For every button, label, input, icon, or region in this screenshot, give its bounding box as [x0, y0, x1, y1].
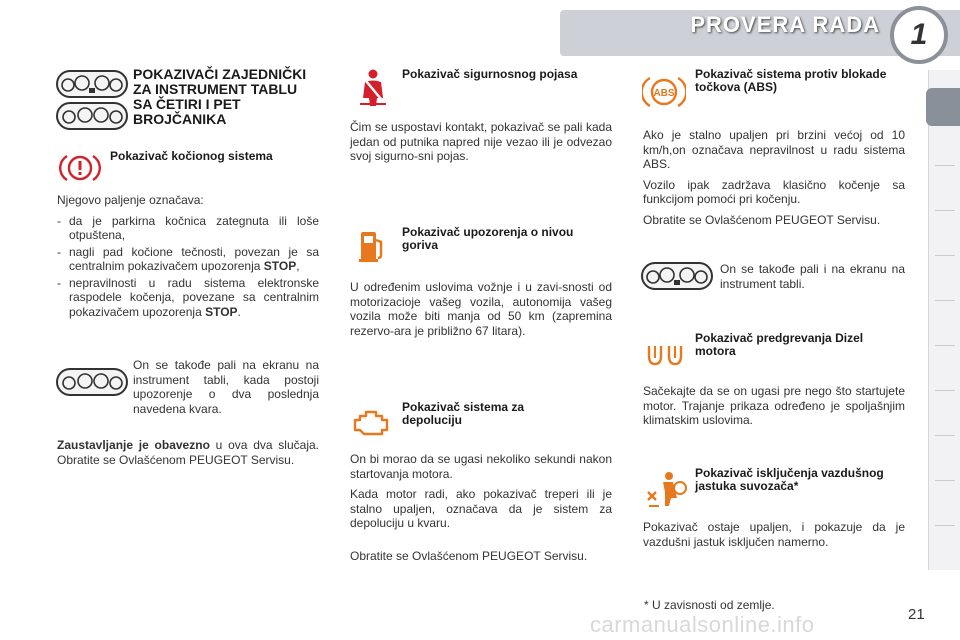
- page-title: PROVERA RADA: [690, 12, 880, 37]
- list-item: - da je parkirna kočnica zategnuta ili loše otpuštena,: [57, 214, 319, 243]
- list-item: - nepravilnosti u radu sistema elektronske raspodele kočenja, povezane sa centralnim pokazivačem upozorenja STOP.: [57, 276, 319, 320]
- airbag-text: Pokazivač ostaje upaljen, i pokazuje da je vazdušni jastuk isključen namerno.: [643, 520, 905, 549]
- abs-text-2: Vozilo ipak zadržava klasično kočenje sa funkcijom pomoći pri kočenju.: [643, 177, 905, 206]
- intro-heading: POKAZIVAČI ZAJEDNIČKI ZA INSTRUMENT TABLU SA ČETIRI I PET BROJČANIKA: [133, 66, 307, 127]
- glow-plug-icon: [643, 340, 687, 370]
- abs-also: On se takođe pali i na ekranu na instrument tabli.: [720, 262, 905, 291]
- abs-icon-label: ABS: [653, 88, 675, 99]
- five-dial-cluster-icon: [56, 70, 128, 98]
- footnote: * U zavisnosti od zemlje.: [644, 598, 775, 612]
- chapter-number: 1: [910, 18, 928, 51]
- engine-emission-icon: [352, 406, 392, 440]
- brake-also: On se takođe pali na ekranu na instrument tabli, kada postoji upozorenje o dva poslednja navedena kvara.: [133, 358, 319, 416]
- brake-intro: Njegovo paljenje označava:: [57, 193, 204, 207]
- watermark: carmanualsonline.info: [590, 612, 815, 637]
- emission-body: [350, 452, 612, 569]
- four-dial-cluster-icon: [56, 368, 128, 396]
- brake-heading: Pokazivač kočionog sistema: [110, 149, 273, 163]
- page-number: 21: [908, 606, 925, 623]
- abs-text-1: Ako je stalno upaljen pri brzini većoj od 10 km/h,on označava nepravilnost u radu sistema ABS.: [643, 128, 905, 171]
- four-dial-cluster-icon: [56, 102, 128, 130]
- preheat-heading: Pokazivač predgrevanja Dizel motora: [695, 331, 864, 358]
- emission-text-3: Obratite se Ovlašćenom PEUGEOT Servisu.: [350, 548, 588, 563]
- brake-list: [57, 214, 319, 320]
- abs-body: [643, 128, 905, 233]
- list-item: - nagli pad kočione tečnosti, povezan je sa centralnim pokazivačem upozorenja STOP,: [57, 245, 319, 274]
- abs-heading: Pokazivač sistema protiv blokade točkova (ABS): [695, 67, 887, 94]
- five-dial-cluster-icon: [641, 262, 713, 290]
- abs-text-3: Obratite se Ovlašćenom PEUGEOT Servisu.: [643, 212, 881, 227]
- seatbelt-text: Čim se uspostavi kontakt, pokazivač se pali kada jedan od putnika napred nije vezao ili je odvezao svoj sigurno-sni pojas.: [350, 120, 612, 163]
- fuel-heading: Pokazivač upozorenja o nivou goriva: [402, 225, 574, 252]
- abs-warning-icon: [642, 72, 686, 112]
- chapter-badge: [890, 6, 948, 64]
- emission-heading: Pokazivač sistema za depoluciju: [402, 400, 525, 427]
- fuel-pump-icon: [357, 228, 387, 264]
- seatbelt-heading: Pokazivač sigurnosnog pojasa: [402, 67, 578, 81]
- chapter-tab-active[interactable]: [926, 88, 960, 126]
- brake-warning-icon: [58, 152, 102, 184]
- seatbelt-warning-icon: [356, 68, 390, 108]
- preheat-text: Sačekajte da se on ugasi pre nego što startujete motor. Trajanje prikaza određeno je spoljašnjim klimatskim uslovima.: [643, 384, 905, 427]
- chapter-tab-strip: [928, 70, 960, 570]
- brake-stop-note: Zaustavljanje je obavezno u ova dva slučaja. Obratite se Ovlašćenom PEUGEOT Servisu.: [57, 438, 319, 467]
- airbag-off-icon: [645, 470, 689, 510]
- fuel-text: U određenim uslovima vožnje i u zavi-snosti od motorizacioje vašeg vozila, autonomija vašeg vozila može biti manja od 50 km (zapremina rezervo-ara je približno 67 litara).: [350, 280, 612, 338]
- emission-text-1: On bi morao da se ugasi nekoliko sekundi nakon startovanja motora.: [350, 452, 612, 481]
- brake-body: [57, 193, 319, 321]
- emission-text-2: Kada motor radi, ako pokazivač treperi ili je stalno upaljen, označava da je sistem za depoluciju u kvaru.: [350, 487, 612, 530]
- airbag-heading: Pokazivač isključenja vazdušnog jastuka suvozača*: [695, 466, 884, 493]
